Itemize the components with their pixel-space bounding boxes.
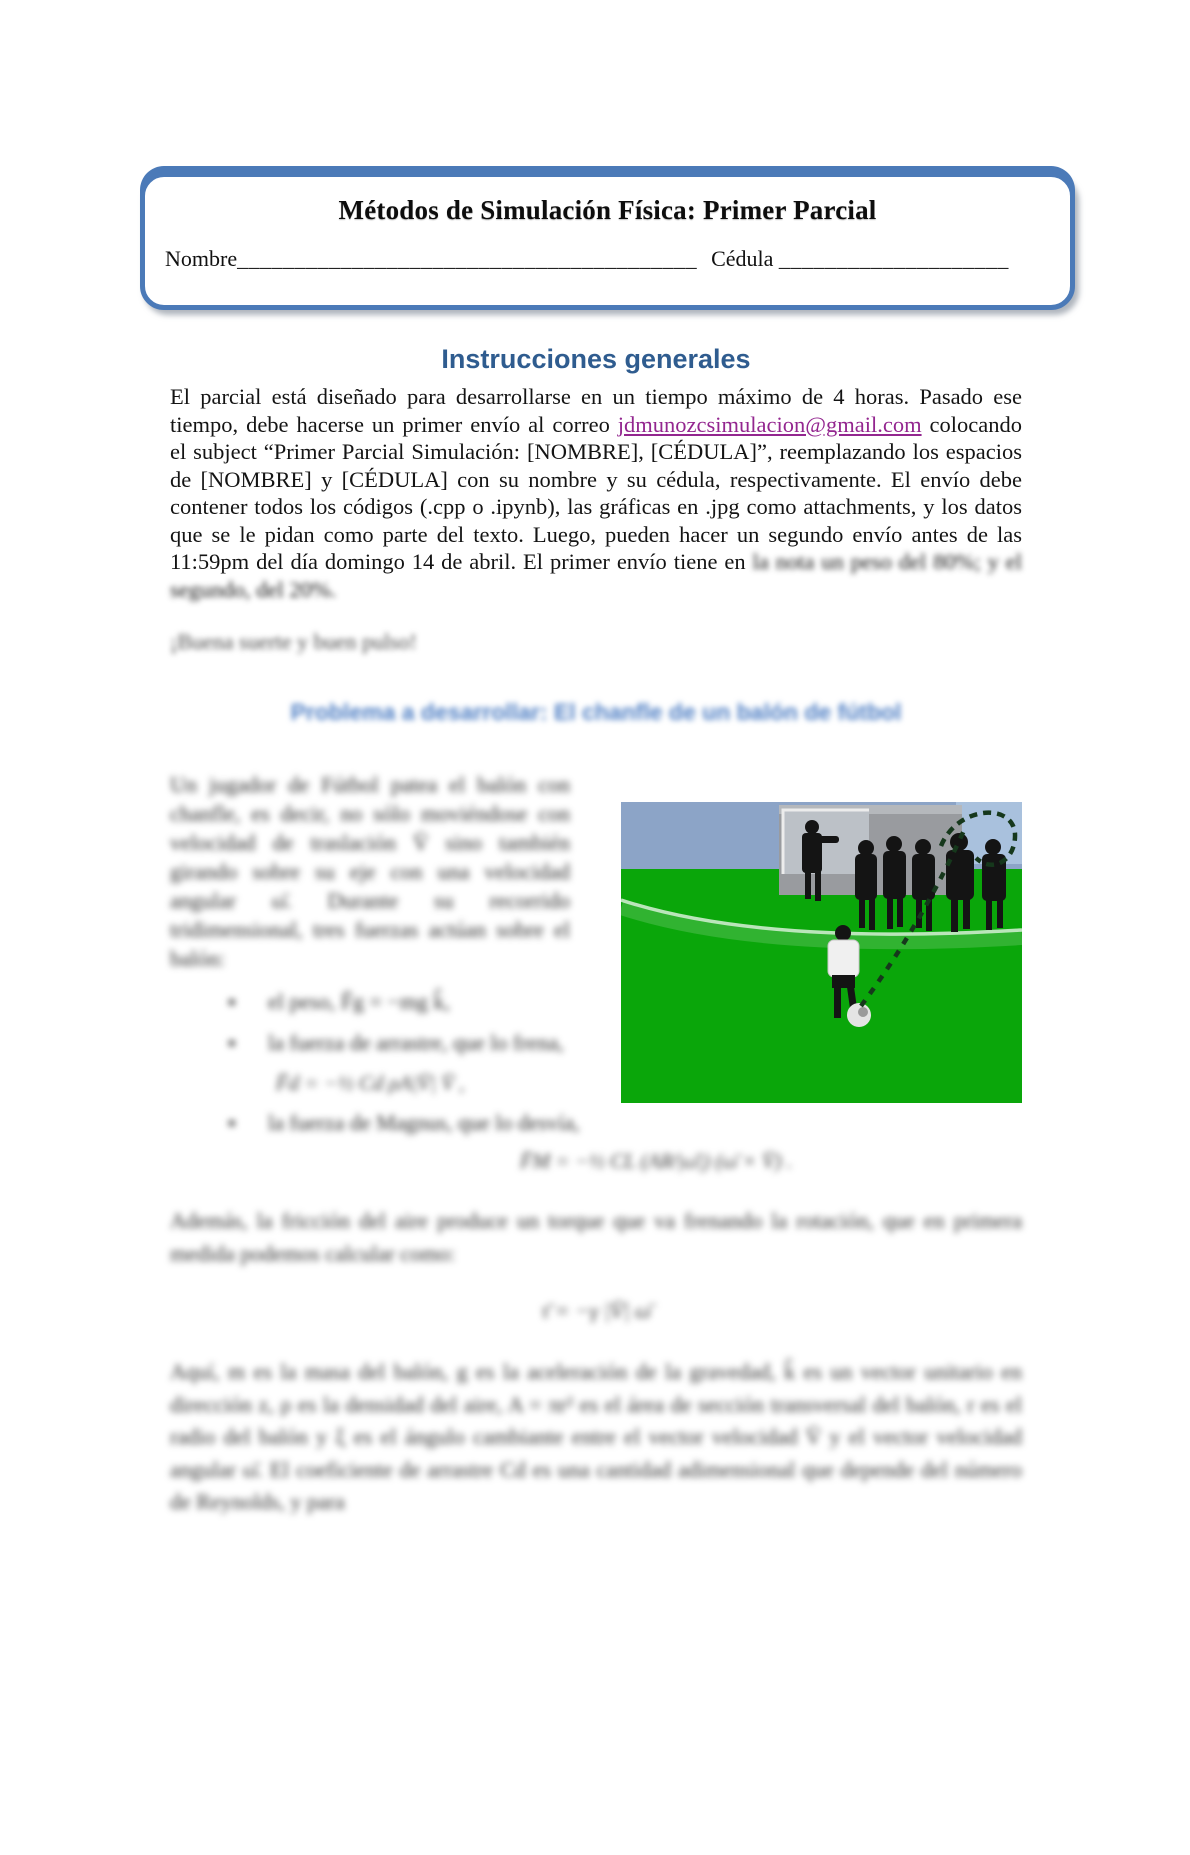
instructions-text-1: El parcial está diseñado para desarrollarse en un tiempo máximo de 4 horas. Pasado ese tiempo, debe hacerse un primer envío al correo	[170, 384, 1022, 437]
redacted-torque-paragraph: Además, la fricción del aire produce un torque que va frenando la rotación, que en primera medida podemos calcular como:	[170, 1208, 1022, 1266]
instructions-heading: Instrucciones generales	[441, 344, 751, 374]
problem-heading: Problema a desarrollar: El chanfle de un balón de fútbol	[290, 699, 902, 725]
instructions-paragraph	[170, 383, 1022, 603]
redacted-grade-split-text: la nota un peso del 80%; y el segundo, del 20%.	[170, 549, 1022, 602]
soccer-scene-figure	[621, 802, 1022, 1103]
bullet-icon: ▪	[228, 1030, 236, 1055]
bullet-weight-force	[170, 987, 570, 1016]
bullet-icon: ▪	[228, 1110, 236, 1135]
magnus-block	[170, 1108, 1022, 1174]
bullet-drag-text: la fuerza de arrastre, que lo frena,	[268, 1030, 564, 1055]
soccer-scene-svg	[621, 802, 1022, 1103]
cedula-blank-line: ____________________	[778, 246, 1009, 271]
redacted-torque-equation: τ̄ = −γ |V̄| ω̄	[541, 1298, 651, 1323]
cedula-label: Cédula	[711, 246, 774, 271]
page	[0, 172, 1190, 1855]
problem-body	[170, 770, 1022, 1519]
bullet-drag-force	[170, 1028, 570, 1057]
name-cedula-line	[165, 246, 1050, 272]
soccer-ball	[847, 1003, 871, 1027]
name-label: Nombre	[165, 246, 238, 271]
bullet-weight-text: el peso, F̄g = −mg k̂,	[268, 989, 450, 1014]
bullet-magnus-text: la fuerza de Magnus, que lo desvía,	[268, 1110, 580, 1135]
redacted-problem-intro: Un jugador de Fútbol patea el balón con chanfle, es decir, no sólo moviéndose con velocidad de traslación V̄ sino también girando sobre su eje con una velocidad angular ω̄. Durante su recorrido tridimensional, tres fuerzas actúan sobre el balón:	[170, 772, 570, 971]
magnus-force-equation: F̄M = −½ CL (AR⁄|ω̄|) (ω̄ × V̄) .	[519, 1149, 793, 1173]
bullet-icon: ▪	[228, 989, 236, 1014]
redacted-closing-paragraph: Aquí, m es la masa del balón, g es la aceleración de la gravedad, k̂ es un vector unitario en dirección z, ρ es la densidad del aire, A = πr² es el área de sección transversal del balón, r es el radio del balón y ξ es el ángulo cambiante entre el vector velocidad V̄ y el vector velocidad angular ω̄. El coeficiente de arrastre Cd es una cantidad adimensional que depende del número de Reynolds, y para	[170, 1359, 1022, 1514]
email-link[interactable]: jdmunozcsimulacion@gmail.com	[617, 411, 922, 437]
instructions-text-2: colocando el subject “Primer Parcial Simulación: [NOMBRE], [CÉDULA]”, reemplazando los espacios de [NOMBRE] y [CÉDULA] con su nombre y su cédula, respectivamente. El envío debe contener todos los códigos (.cpp o .ipynb), las gráficas en .jpg como attachments, y los datos que se le pidan como parte del texto. Luego, pueden hacer un segundo envío antes de las 11:59pm del día domingo 14 de abril. El primer envío tiene en	[170, 411, 1022, 574]
drag-force-equation: F̄d = −½ Cd ρA|V̄| V̄ ,	[275, 1071, 465, 1095]
page-content	[170, 344, 1022, 1519]
bullet-magnus-force	[170, 1108, 1022, 1137]
forces-bullet-list	[170, 987, 570, 1057]
problem-left-column	[170, 770, 570, 1096]
header-box	[140, 172, 1075, 310]
exam-title: Métodos de Simulación Física: Primer Parcial	[338, 195, 877, 225]
redacted-good-luck-text: ¡Buena suerte y buen pulso!	[170, 629, 417, 654]
name-blank-line: ________________________________________	[237, 246, 698, 271]
